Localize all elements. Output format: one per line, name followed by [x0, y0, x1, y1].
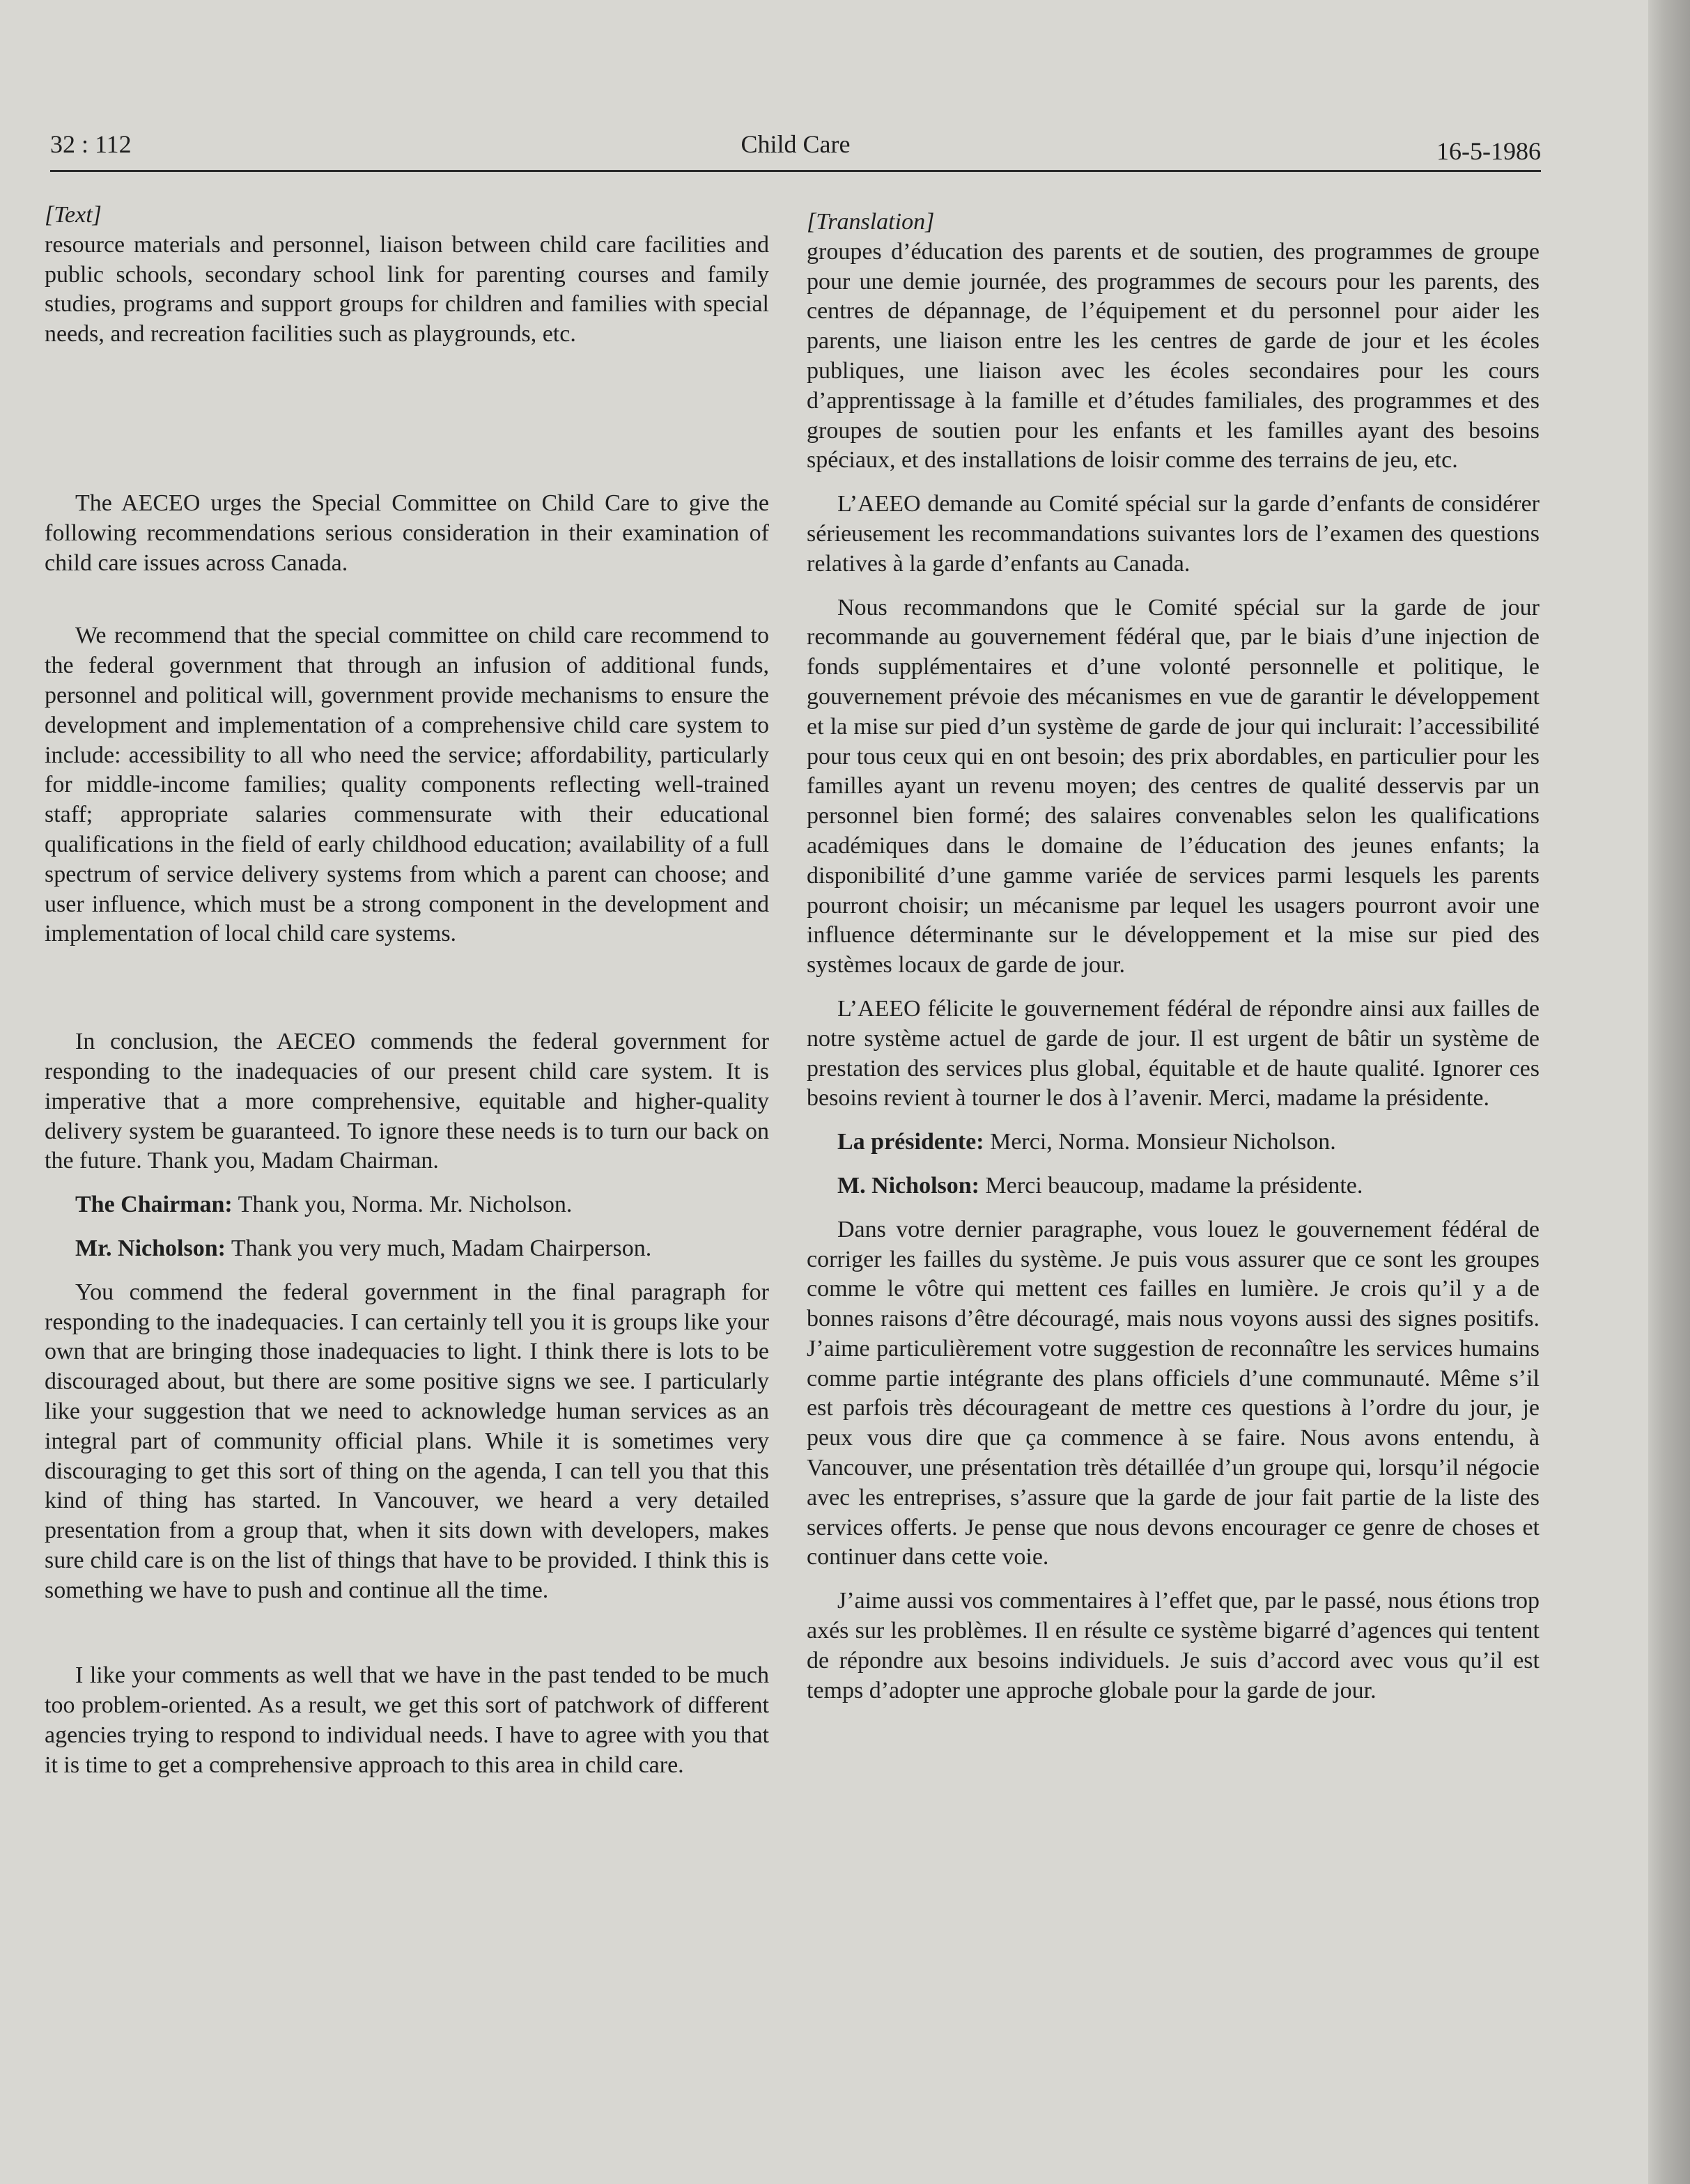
paragraph: Nous recommandons que le Comité spécial sur la garde de jour recommande au gouvernement fédéral que, par le biais d’une injection de fonds supplémentaires et d’une volonté personnelle et politique, le gouvernement prévoie des mécanismes en vue de garantir le développement et la mise sur pied d’un système de garde de jour qui inclurait: l’accessibilité pour tous ceux qui en ont besoin; des prix abordables, en particulier pour les familles ayant un revenu moyen; des centres de qualité desservis par un personnel bien formé; des salaires convenables selon les qualifications académiques dans le domaine de l’éducation des jeunes enfants; la disponibilité d’une gamme variée de services parmi lesquels les parents pourront choisir; un mécanisme par lequel les usagers pourront avoir une influence déterminante sur le développement et la mise sur pied des systèmes locaux de garde de jour. — [807, 594, 1540, 978]
paragraph: L’AEEO félicite le gouvernement fédéral de répondre ainsi aux failles de notre système actuel de garde de jour. Il est urgent de bâtir un système de prestation des services plus global, équitable et de haute qualité. Ignorer ces besoins revient à tourner le dos à l’avenir. Merci, madame la présidente. — [807, 995, 1540, 1112]
speaker-name: La présidente: — [837, 1129, 984, 1155]
page-header — [50, 130, 1541, 171]
french-column — [807, 201, 1540, 1706]
header-rule — [50, 170, 1541, 172]
page-edge — [1648, 0, 1690, 2184]
page-date: 16-5-1986 — [1436, 137, 1541, 165]
paragraph: The AECEO urges the Special Committee on Child Care to give the following recommendations serious consideration in their examination of child care issues across Canada. — [45, 490, 769, 576]
speaker-line — [807, 1128, 1540, 1157]
paragraph: groupes d’éducation des parents et de soutien, des programmes de groupe pour une demie journée, des programmes de secours pour les parents, des centres de dépannage, de l’équipement et du personnel pour aider les parents, une liaison entre les les centres de garde de jour et les écoles publiques, une liaison avec les écoles secondaires pour les cours d’apprentissage à la famille et d’études familiales, des programmes et des groupes de soutien pour les enfants et les familles ayant des besoins spéciaux, et des installations de loisir comme des terrains de jeu, etc. — [807, 238, 1540, 474]
translation-label: [Translation] — [807, 209, 935, 235]
running-title: Child Care — [741, 130, 851, 158]
paragraph: I like your comments as well that we have in the past tended to be much too problem-oriented. As a result, we get this sort of patchwork of different agencies trying to respond to individual needs. I have to agree with you that it is time to get a comprehensive approach to this area in child care. — [45, 1662, 769, 1778]
speaker-text: Thank you very much, Madam Chairperson. — [225, 1235, 652, 1261]
paragraph: In conclusion, the AECEO commends the federal government for responding to the inadequacies of our present child care system. It is imperative that a more comprehensive, equitable and higher-quality delivery system be guaranteed. To ignore these needs is to turn our back on the future. Thank you, Madam Chairman. — [45, 1029, 769, 1174]
paragraph: We recommend that the special committee on child care recommend to the federal government that through an infusion of additional funds, personnel and political will, government provide mechanisms to ensure the development and implementation of a comprehensive child care system to include: accessibility to all who need the service; affordability, particularly for middle-income families; quality components reflecting well-trained staff; appropriate salaries commensurate with their educational qualifications in the field of early childhood education; availability of a full spectrum of service delivery systems from which a parent can choose; and user influence, which must be a strong component in the development and implementation of local child care systems. — [45, 623, 769, 947]
text-label: [Text] — [45, 202, 102, 228]
speaker-text: Merci, Norma. Monsieur Nicholson. — [984, 1129, 1336, 1155]
speaker-text: Thank you, Norma. Mr. Nicholson. — [232, 1192, 573, 1218]
speaker-name: The Chairman: — [75, 1192, 233, 1218]
speaker-line — [807, 1171, 1540, 1201]
page-number: 32 : 112 — [50, 130, 132, 158]
speaker-name: M. Nicholson: — [837, 1172, 979, 1199]
speaker-line — [45, 1190, 769, 1220]
speaker-name: Mr. Nicholson: — [75, 1235, 226, 1261]
paragraph: Dans votre dernier paragraphe, vous louez le gouvernement fédéral de corriger les failles du système. Je puis vous assurer que ce sont les groupes comme le vôtre qui mettent ces failles en lumière. Je crois qu’il y a de bonnes raisons d’être découragé, mais nous voyons aussi des signes positifs. J’aime particulièrement votre suggestion de reconnaître les services humains comme partie intégrante des plans officiels d’une communauté. Même s’il est parfois très décourageant de mettre ces questions à l’ordre du jour, je peux vous dire que ça commence à se faire. Nous avons entendu, à Vancouver, une présentation très détaillée d’un groupe qui, lorsqu’il négocie avec les entreprises, s’assure que la garde de jour fait partie de la liste des services offerts. Je pense que nous devons encourager ce genre de choses et continuer dans cette voie. — [807, 1216, 1540, 1570]
paragraph: resource materials and personnel, liaison between child care facilities and public schools, secondary school link for parenting courses and family studies, programs and support groups for children and families with special needs, and recreation facilities such as playgrounds, etc. — [45, 231, 769, 348]
speaker-line — [45, 1234, 769, 1264]
paragraph: J’aime aussi vos commentaires à l’effet que, par le passé, nous étions trop axés sur les problèmes. Il en résulte ce système bigarré d’agences qui tentent de répondre aux besoins individuels. Je suis d’accord avec vous qu’il est temps d’adopter une approche globale pour la garde de jour. — [807, 1588, 1540, 1703]
english-column — [45, 201, 769, 1781]
speaker-text: Merci beaucoup, madame la présidente. — [979, 1172, 1363, 1199]
paragraph: You commend the federal government in the final paragraph for responding to the inadequacies. I can certainly tell you it is groups like your own that are bringing those inadequacies to light. I think there is lots to be discouraged about, but there are some positive signs we see. I particularly like your suggestion that we need to acknowledge human services as an integral part of community official plans. While it is sometimes very discouraging to get this sort of thing on the agenda, I can tell you that this kind of thing has started. In Vancouver, we heard a very detailed presentation from a group that, when it sits down with developers, makes sure child care is on the list of things that have to be provided. I think this is something we have to push and continue all the time. — [45, 1279, 769, 1603]
paragraph: L’AEEO demande au Comité spécial sur la garde d’enfants de considérer sérieusement les recommandations suivantes lors de l’examen des questions relatives à la garde d’enfants au Canada. — [807, 491, 1540, 577]
